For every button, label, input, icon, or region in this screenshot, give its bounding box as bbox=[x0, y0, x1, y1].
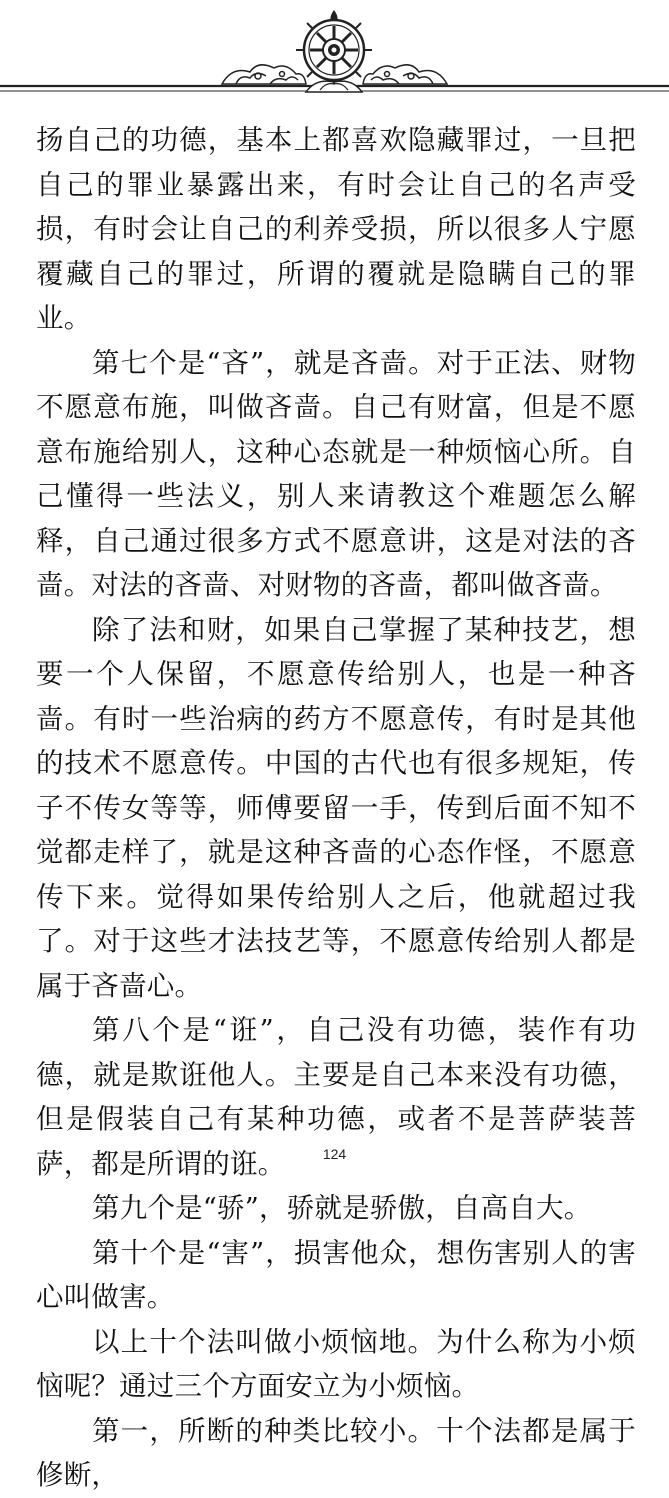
paragraph: 第七个是“吝”，就是吝啬。对于正法、财物不愿意布施，叫做吝啬。自己有财富，但是不愿意布施给别人，这种心态就是一种烦恼心所。自己懂得一些法义，别人来请教这个难题怎么解释，自己通过很多方式不愿意讲，这是对法的吝啬。对法的吝啬、对财物的吝啬，都叫做吝啬。 bbox=[36, 346, 636, 601]
paragraph: 第八个是“诳”，自己没有功德，装作有功德，就是欺诳他人。主要是自己本来没有功德，但是假装自己有某种功德，或者不是菩萨装菩萨，都是所谓的诳。 bbox=[36, 1014, 636, 1180]
page-header bbox=[0, 0, 669, 110]
paragraph: 第十个是“害”，损害他众，想伤害别人的害心叫做害。 bbox=[36, 1236, 636, 1313]
dharma-wheel-icon bbox=[296, 10, 372, 92]
auspicious-cloud-icon bbox=[222, 65, 306, 84]
page-body bbox=[36, 118, 636, 1498]
header-ornament bbox=[0, 0, 669, 110]
paragraph: 第九个是“骄”，骄就是骄傲，自高自大。 bbox=[92, 1192, 592, 1224]
auspicious-cloud-icon bbox=[363, 65, 447, 84]
page-number: 124 bbox=[322, 1146, 347, 1162]
paragraph: 第一，所断的种类比较小。十个法都是属于修断， bbox=[36, 1414, 636, 1491]
paragraph: 除了法和财，如果自己掌握了某种技艺，想要一个人保留，不愿意传给别人，也是一种吝啬。有时一些治病的药方不愿意传，有时是其他的技术不愿意传。中国的古代也有很多规矩，传子不传女等等，师傅要留一手，传到后面不知不觉都走样了，就是这种吝啬的心态作怪，不愿意传下来。觉得如果传给别人之后，他就超过我了。对于这些才法技艺等，不愿意传给别人都是属于吝啬心。 bbox=[36, 613, 636, 1002]
paragraph: 扬自己的功德，基本上都喜欢隐藏罪过，一旦把自己的罪业暴露出来，有时会让自己的名声受损，有时会让自己的利养受损，所以很多人宁愿覆藏自己的罪过，所谓的覆就是隐瞒自己的罪业。 bbox=[36, 124, 636, 334]
paragraph: 以上十个法叫做小烦恼地。为什么称为小烦恼呢？通过三个方面安立为小烦恼。 bbox=[36, 1325, 636, 1402]
